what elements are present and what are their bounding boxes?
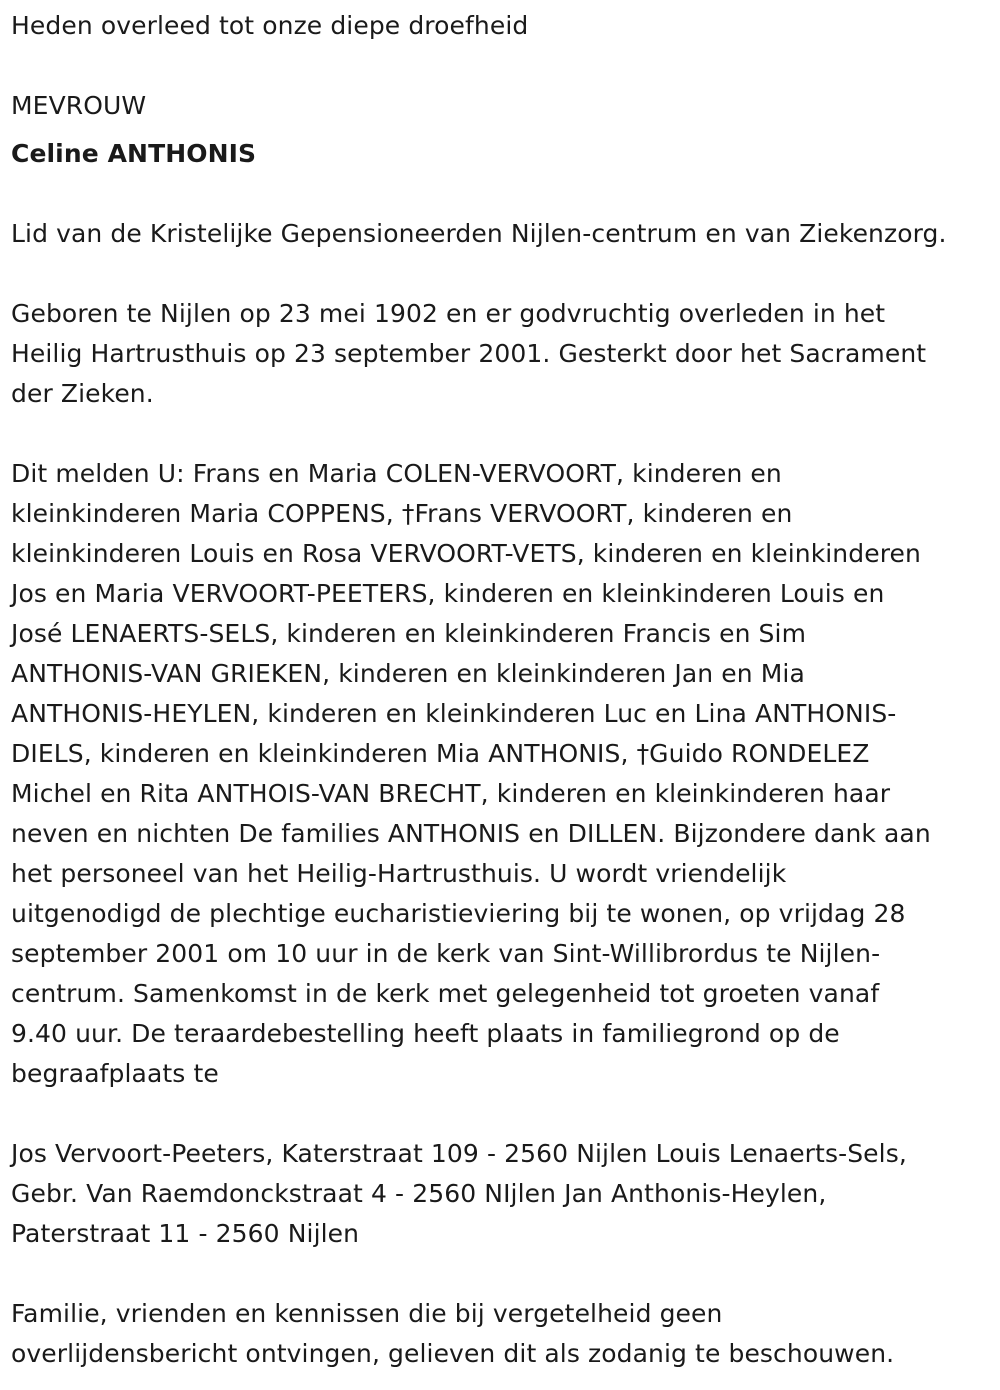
family-line: Dit melden U: Frans en Maria COLEN-VERVOORT, kinderen en — [11, 459, 782, 488]
address-line: Jos Vervoort-Peeters, Katerstraat 109 - 2560 Nijlen Louis Lenaerts-Sels, — [11, 1139, 907, 1168]
closing-paragraph — [11, 1294, 990, 1374]
birth-death-line: Geboren te Nijlen op 23 mei 1902 en er godvruchtig overleden in het — [11, 299, 886, 328]
spacer — [11, 414, 990, 454]
address-line: Paterstraat 11 - 2560 Nijlen — [11, 1219, 360, 1248]
closing-line: Familie, vrienden en kennissen die bij vergetelheid geen — [11, 1299, 723, 1328]
membership-text: Lid van de Kristelijke Gepensioneerden Nijlen-centrum en van Ziekenzorg. — [11, 219, 947, 248]
birth-death-line: Heilig Hartrusthuis op 23 september 2001. Gesterkt door het Sacrament — [11, 339, 927, 368]
salutation: MEVROUW — [11, 91, 147, 120]
family-line: het personeel van het Heilig-Hartrusthuis. U wordt vriendelijk — [11, 859, 787, 888]
family-line: uitgenodigd de plechtige eucharistieviering bij te wonen, op vrijdag 28 — [11, 899, 906, 928]
closing-line: overlijdensbericht ontvingen, gelieven dit als zodanig te beschouwen. — [11, 1339, 895, 1368]
family-line: ANTHONIS-HEYLEN, kinderen en kleinkinderen Luc en Lina ANTHONIS- — [11, 699, 897, 728]
intro-text: Heden overleed tot onze diepe droefheid — [11, 11, 529, 40]
spacer — [11, 1254, 990, 1294]
family-line: neven en nichten De families ANTHONIS en DILLEN. Bijzondere dank aan — [11, 819, 931, 848]
address-paragraph — [11, 1134, 990, 1254]
spacer — [11, 254, 990, 294]
family-line: ANTHONIS-VAN GRIEKEN, kinderen en kleinkinderen Jan en Mia — [11, 659, 805, 688]
family-line: 9.40 uur. De teraardebestelling heeft plaats in familiegrond op de — [11, 1019, 840, 1048]
family-line: Michel en Rita ANTHOIS-VAN BRECHT, kinderen en kleinkinderen haar — [11, 779, 891, 808]
family-line: centrum. Samenkomst in de kerk met gelegenheid tot groeten vanaf — [11, 979, 880, 1008]
family-line: kleinkinderen Louis en Rosa VERVOORT-VETS, kinderen en kleinkinderen — [11, 539, 921, 568]
family-line: José LENAERTS-SELS, kinderen en kleinkinderen Francis en Sim — [11, 619, 807, 648]
family-line: DIELS, kinderen en kleinkinderen Mia ANTHONIS, †Guido RONDELEZ — [11, 739, 870, 768]
spacer — [11, 46, 990, 86]
family-line: Jos en Maria VERVOORT-PEETERS, kinderen en kleinkinderen Louis en — [11, 579, 885, 608]
family-paragraph — [11, 454, 990, 1094]
address-line: Gebr. Van Raemdonckstraat 4 - 2560 NIjlen Jan Anthonis-Heylen, — [11, 1179, 827, 1208]
family-line: kleinkinderen Maria COPPENS, †Frans VERVOORT, kinderen en — [11, 499, 793, 528]
birth-death-line: der Zieken. — [11, 379, 154, 408]
family-line: begraafplaats te — [11, 1059, 219, 1088]
deceased-name: Celine ANTHONIS — [11, 139, 257, 168]
spacer — [11, 174, 990, 214]
family-line: september 2001 om 10 uur in de kerk van Sint-Willibrordus te Nijlen- — [11, 939, 881, 968]
spacer — [11, 1094, 990, 1134]
birth-death-paragraph — [11, 294, 990, 414]
